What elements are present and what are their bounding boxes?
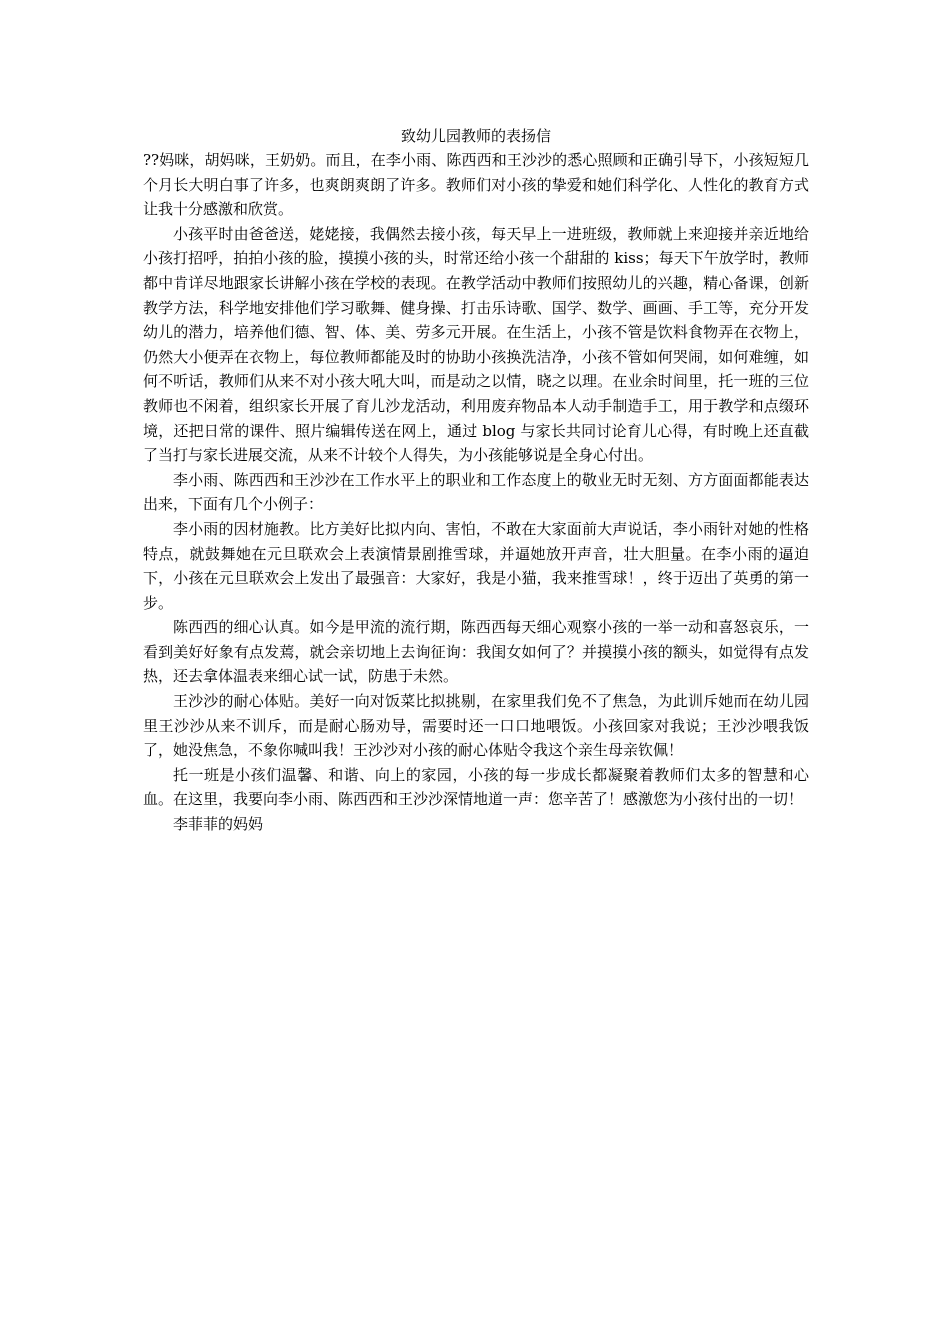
paragraph-li-xiaoyu: 李小雨的因材施教。比方美好比拟内向、害怕，不敢在大家面前大声说话，李小雨针对她的性格特点，就鼓舞她在元旦联欢会上表演情景剧推雪球，并逼她放开声音，壮大胆量。在李小雨的逼迫下，小孩在元旦联欢会上发出了最强音：大家好，我是小猫，我来推雪球！，终于迈出了英勇的第一步。 xyxy=(143,519,809,612)
signature: 李菲菲的妈妈 xyxy=(173,815,264,834)
paragraph-opening: ??妈咪，胡妈咪，王奶奶。而且，在李小雨、陈西西和王沙沙的悉心照顾和正确引导下，小孩短短几个月长大明白事了许多，也爽朗爽朗了许多。教师们对小孩的挚爱和她们科学化、人性化的教育方式让我十分感激和欣赏。 xyxy=(143,151,809,219)
paragraph-chen-xixi: 陈西西的细心认真。如今是甲流的流行期，陈西西每天细心观察小孩的一举一动和喜怒哀乐，一看到美好好象有点发蔫，就会亲切地上去询征询：我闺女如何了？并摸摸小孩的额头，如觉得有点发热，还去拿体温表来细心试一试，防患于未然。 xyxy=(143,618,809,686)
document-title: 致幼儿园教师的表扬信 xyxy=(400,127,551,145)
document-page xyxy=(143,124,809,837)
paragraph-intro-examples: 李小雨、陈西西和王沙沙在工作水平上的职业和工作态度上的敬业无时无刻、方方面面都能表达出来，下面有几个小例子： xyxy=(143,470,809,514)
paragraph-closing: 托一班是小孩们温馨、和谐、向上的家园，小孩的每一步成长都凝聚着教师们太多的智慧和心血。在这里，我要向李小雨、陈西西和王沙沙深情地道一声：您辛苦了！感激您为小孩付出的一切！ xyxy=(143,765,809,809)
paragraph-wang-shasha: 王沙沙的耐心体贴。美好一向对饭菜比拟挑剔，在家里我们免不了焦急，为此训斥她而在幼儿园里王沙沙从来不训斥，而是耐心肠劝导，需要时还一口口地喂饭。小孩回家对我说；王沙沙喂我饭了，她没焦急，不象你喊叫我！王沙沙对小孩的耐心体贴令我这个亲生母亲钦佩！ xyxy=(143,692,809,760)
paragraph-daily-care: 小孩平时由爸爸送，姥姥接，我偶然去接小孩，每天早上一进班级，教师就上来迎接并亲近地给小孩打招呼，拍拍小孩的脸，摸摸小孩的头，时常还给小孩一个甜甜的 kiss；每天下午放学时，教师都中肯详尽地跟家长讲解小孩在学校的表现。在教学活动中教师们按照幼儿的兴趣，精心备课，创新教学方法，科学地安排他们学习歌舞、健身操、打击乐诗歌、国学、数学、画画、手工等，充分开发幼儿的潜力，培养他们德、智、体、美、劳多元开展。在生活上，小孩不管是饮料食物弄在衣物上，仍然大小便弄在衣物上，每位教师都能及时的协助小孩换洗洁净，小孩不管如何哭闹，如何难缠，如何不听话，教师们从来不对小孩大吼大叫，而是动之以情，晓之以理。在业余时间里，托一班的三位教师也不闲着，组织家长开展了育儿沙龙活动，利用废弃物品本人动手制造手工，用于教学和点缀环境，还把日常的课件、照片编辑传送在网上，通过 blog 与家长共同讨论育儿心得，有时晚上还直截了当打与家长进展交流，从来不计较个人得失，为小孩能够说是全身心付出。 xyxy=(143,224,809,465)
